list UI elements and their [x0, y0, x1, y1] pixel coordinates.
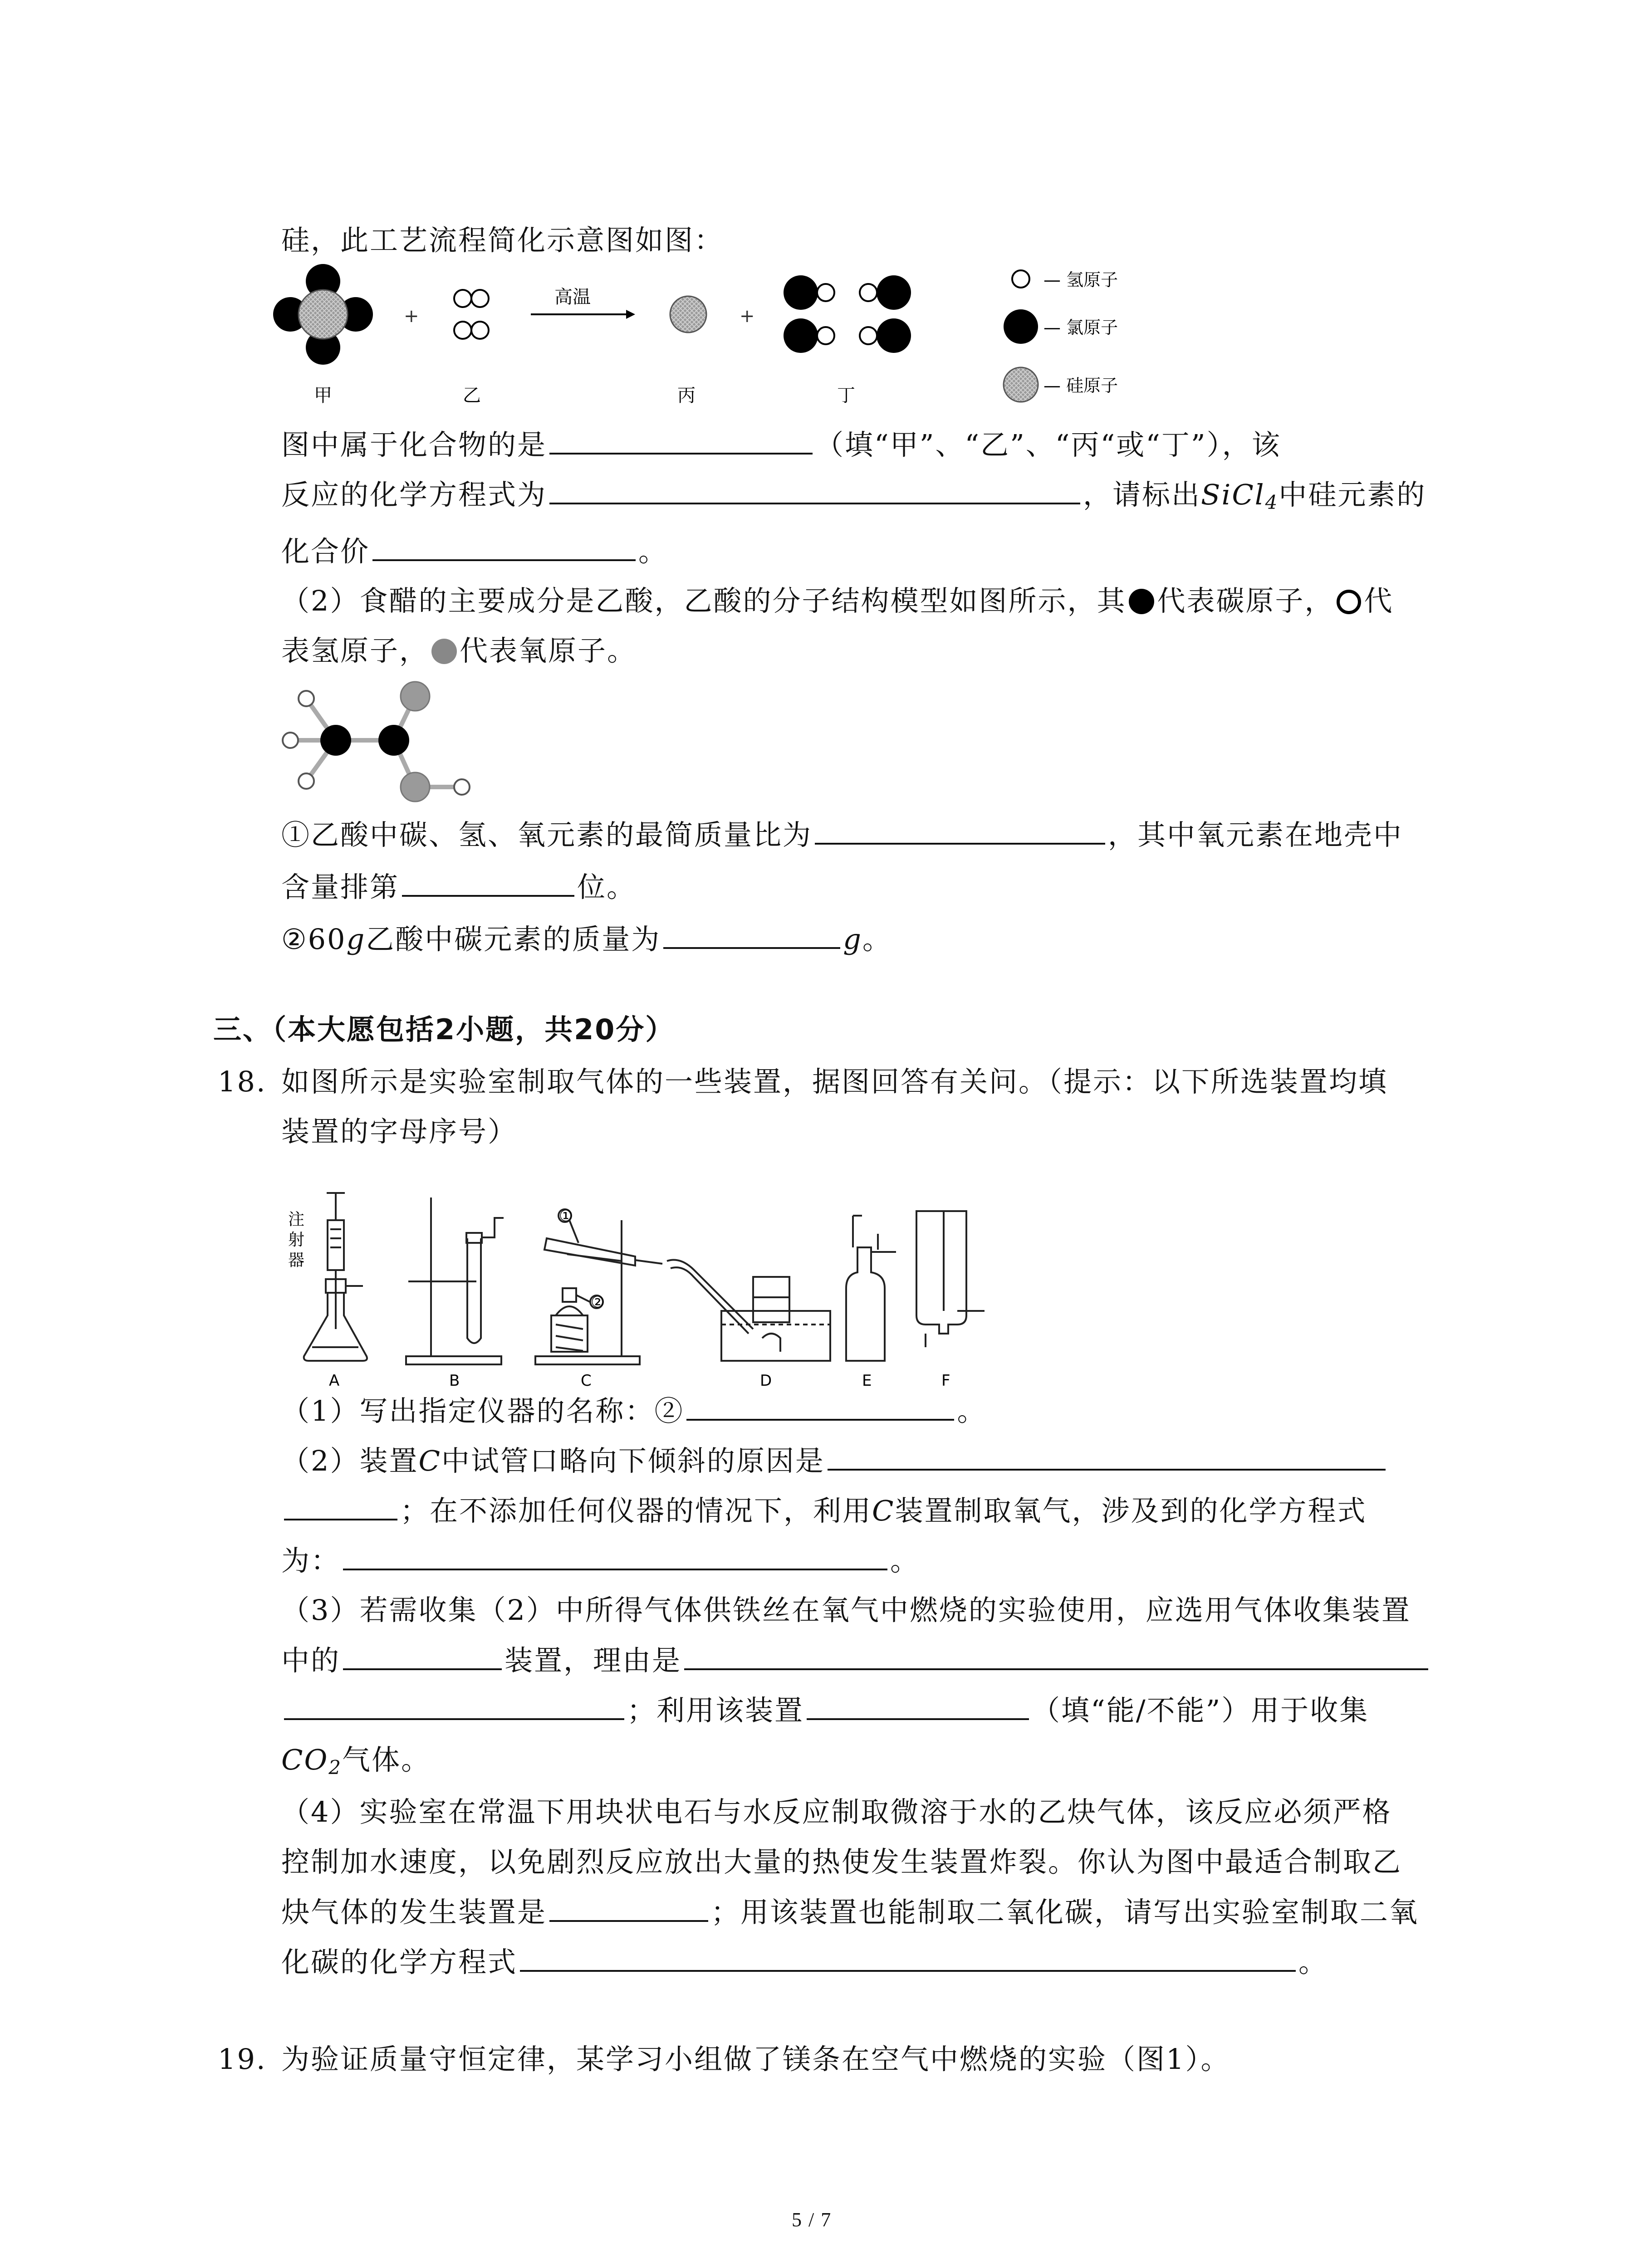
- co2-equation-blank[interactable]: [520, 1944, 1296, 1972]
- q2-sub2-line: ②60g乙酸中碳元素的质量为 g。: [281, 921, 892, 958]
- apparatus-e: [846, 1216, 896, 1361]
- q1-valence-blank[interactable]: [372, 533, 636, 561]
- oxygen-equation-blank[interactable]: [343, 1542, 887, 1570]
- label-c: C: [581, 1372, 592, 1390]
- q19-number: 19.: [218, 2043, 267, 2076]
- q18-p4-line4: 化碳的化学方程式 。: [281, 1944, 1328, 1980]
- q18-p3-line3: ；利用该装置 （填“能/不能”）用于收集: [281, 1692, 1369, 1729]
- q18-p3-line4: $CO_2$气体。: [281, 1743, 431, 1779]
- instrument-name-blank[interactable]: [686, 1393, 954, 1421]
- molecule-ding: [784, 275, 911, 353]
- page-number: 5 / 7: [792, 2209, 832, 2231]
- q1-equation-blank[interactable]: [549, 476, 1080, 504]
- label-e: E: [862, 1372, 872, 1390]
- syringe-label-1: 注: [288, 1210, 305, 1229]
- legend: [1004, 270, 1118, 402]
- acetic-acid-model: [281, 676, 490, 826]
- q18-p2-line3: 为： 。: [281, 1542, 920, 1579]
- q18-p3-line2: 中的 装置，理由是: [281, 1642, 1431, 1679]
- q18-p1: （1）写出指定仪器的名称：② 。: [281, 1393, 986, 1429]
- svg-text:+: +: [404, 306, 419, 327]
- q18-p3-line1: （3）若需收集（2）中所得气体供铁丝在氧气中燃烧的实验使用，应选用气体收集装置: [281, 1593, 1411, 1627]
- svg-text:+: +: [740, 306, 755, 327]
- intro-text: 硅，此工艺流程简化示意图如图：: [281, 224, 724, 257]
- q18-p2-line2: ；在不添加任何仪器的情况下，利用C装置制取氧气，涉及到的化学方程式: [281, 1492, 1367, 1529]
- q18-stem-2: 装置的字母序号）: [281, 1115, 518, 1148]
- molecule-yi: [454, 290, 489, 339]
- syringe-label-2: 射: [288, 1231, 305, 1249]
- carbon-atom-icon: [1129, 589, 1154, 614]
- apparatus-b: [406, 1198, 504, 1364]
- reaction-diagram: [272, 263, 1202, 413]
- q18-number: 18.: [218, 1065, 267, 1098]
- q18-p4-line3: 炔气体的发生装置是 ；用该装置也能制取二氧化碳，请写出实验室制取二氧: [281, 1894, 1419, 1931]
- q1-line3: 化合价 。: [281, 533, 668, 570]
- carbon-mass-blank[interactable]: [663, 921, 840, 949]
- oxygen-atom-icon: [431, 639, 457, 664]
- section3-title: 三、（本大愿包括2小题，共20分）: [213, 1013, 675, 1046]
- arrow-label: 高温: [554, 287, 591, 308]
- apparatus-a: [304, 1193, 367, 1361]
- label-yi: 乙: [463, 385, 481, 406]
- q2-line1: （2）食醋的主要成分是乙酸，乙酸的分子结构模型如图所示，其 代表碳原子， 代: [281, 584, 1394, 617]
- collection-reason-blank-cont[interactable]: [284, 1692, 624, 1720]
- collection-reason-blank[interactable]: [684, 1642, 1428, 1670]
- label-jia: 甲: [314, 385, 332, 406]
- q2-line2: 表氢原子， 代表氧原子。: [281, 634, 637, 667]
- q18-p2-line1: （2）装置C中试管口略向下倾斜的原因是: [281, 1442, 1388, 1479]
- legend-silicon: — 硅原子: [1043, 376, 1118, 396]
- can-collect-co2-blank[interactable]: [807, 1692, 1029, 1720]
- crust-rank-blank[interactable]: [402, 869, 574, 897]
- molecule-bing: [670, 296, 706, 332]
- label-ding: 丁: [837, 385, 855, 406]
- apparatus-diagram: [277, 1179, 1025, 1393]
- q2-sub1-line1: ①乙酸中碳、氢、氧元素的最简质量比为 ，其中氧元素在地壳中: [281, 816, 1403, 853]
- tilt-reason-blank-cont[interactable]: [284, 1492, 397, 1520]
- apparatus-d: [667, 1260, 830, 1361]
- tilt-reason-blank[interactable]: [828, 1442, 1386, 1471]
- q18-stem-1: 如图所示是实验室制取气体的一些装置，据图回答有关问。（提示：以下所选装置均填: [281, 1065, 1388, 1098]
- reaction-arrow: [531, 310, 635, 319]
- q18-p4-line1: （4）实验室在常温下用块状电石与水反应制取微溶于水的乙炔气体，该反应必须严格: [281, 1795, 1392, 1828]
- q18-p4-line2: 控制加水速度，以免剧烈反应放出大量的热使发生装置炸裂。你认为图中最适合制取乙: [281, 1845, 1402, 1878]
- label-d: D: [760, 1372, 772, 1390]
- marker-1: ①: [559, 1207, 573, 1225]
- q1-line2: 反应的化学方程式为 ，请标出SiCl$_4$中硅元素的: [281, 476, 1426, 521]
- collection-device-blank[interactable]: [343, 1642, 502, 1670]
- marker-2: ②: [591, 1293, 605, 1311]
- molecule-jia: [273, 264, 373, 365]
- apparatus-f: [916, 1211, 985, 1347]
- q1-line1: 图中属于化合物的是 （填“甲”、“乙”、“丙“或“丁”），该: [281, 426, 1281, 463]
- mass-ratio-blank[interactable]: [815, 816, 1105, 845]
- syringe-label-3: 器: [288, 1251, 305, 1270]
- label-b: B: [449, 1372, 460, 1390]
- legend-hydrogen: — 氢原子: [1043, 270, 1118, 290]
- hydrogen-atom-icon: [1337, 590, 1361, 614]
- q1-compound-blank[interactable]: [549, 426, 813, 455]
- label-f: F: [941, 1372, 950, 1390]
- label-bing: 丙: [677, 385, 696, 406]
- apparatus-c: [535, 1209, 662, 1364]
- label-a: A: [329, 1372, 340, 1390]
- legend-chlorine: — 氯原子: [1043, 318, 1118, 337]
- q2-sub1-line2: 含量排第 位。: [281, 869, 636, 905]
- q19-text: 为验证质量守恒定律，某学习小组做了镁条在空气中燃烧的实验（图1）。: [281, 2043, 1230, 2076]
- acetylene-device-blank[interactable]: [549, 1894, 708, 1922]
